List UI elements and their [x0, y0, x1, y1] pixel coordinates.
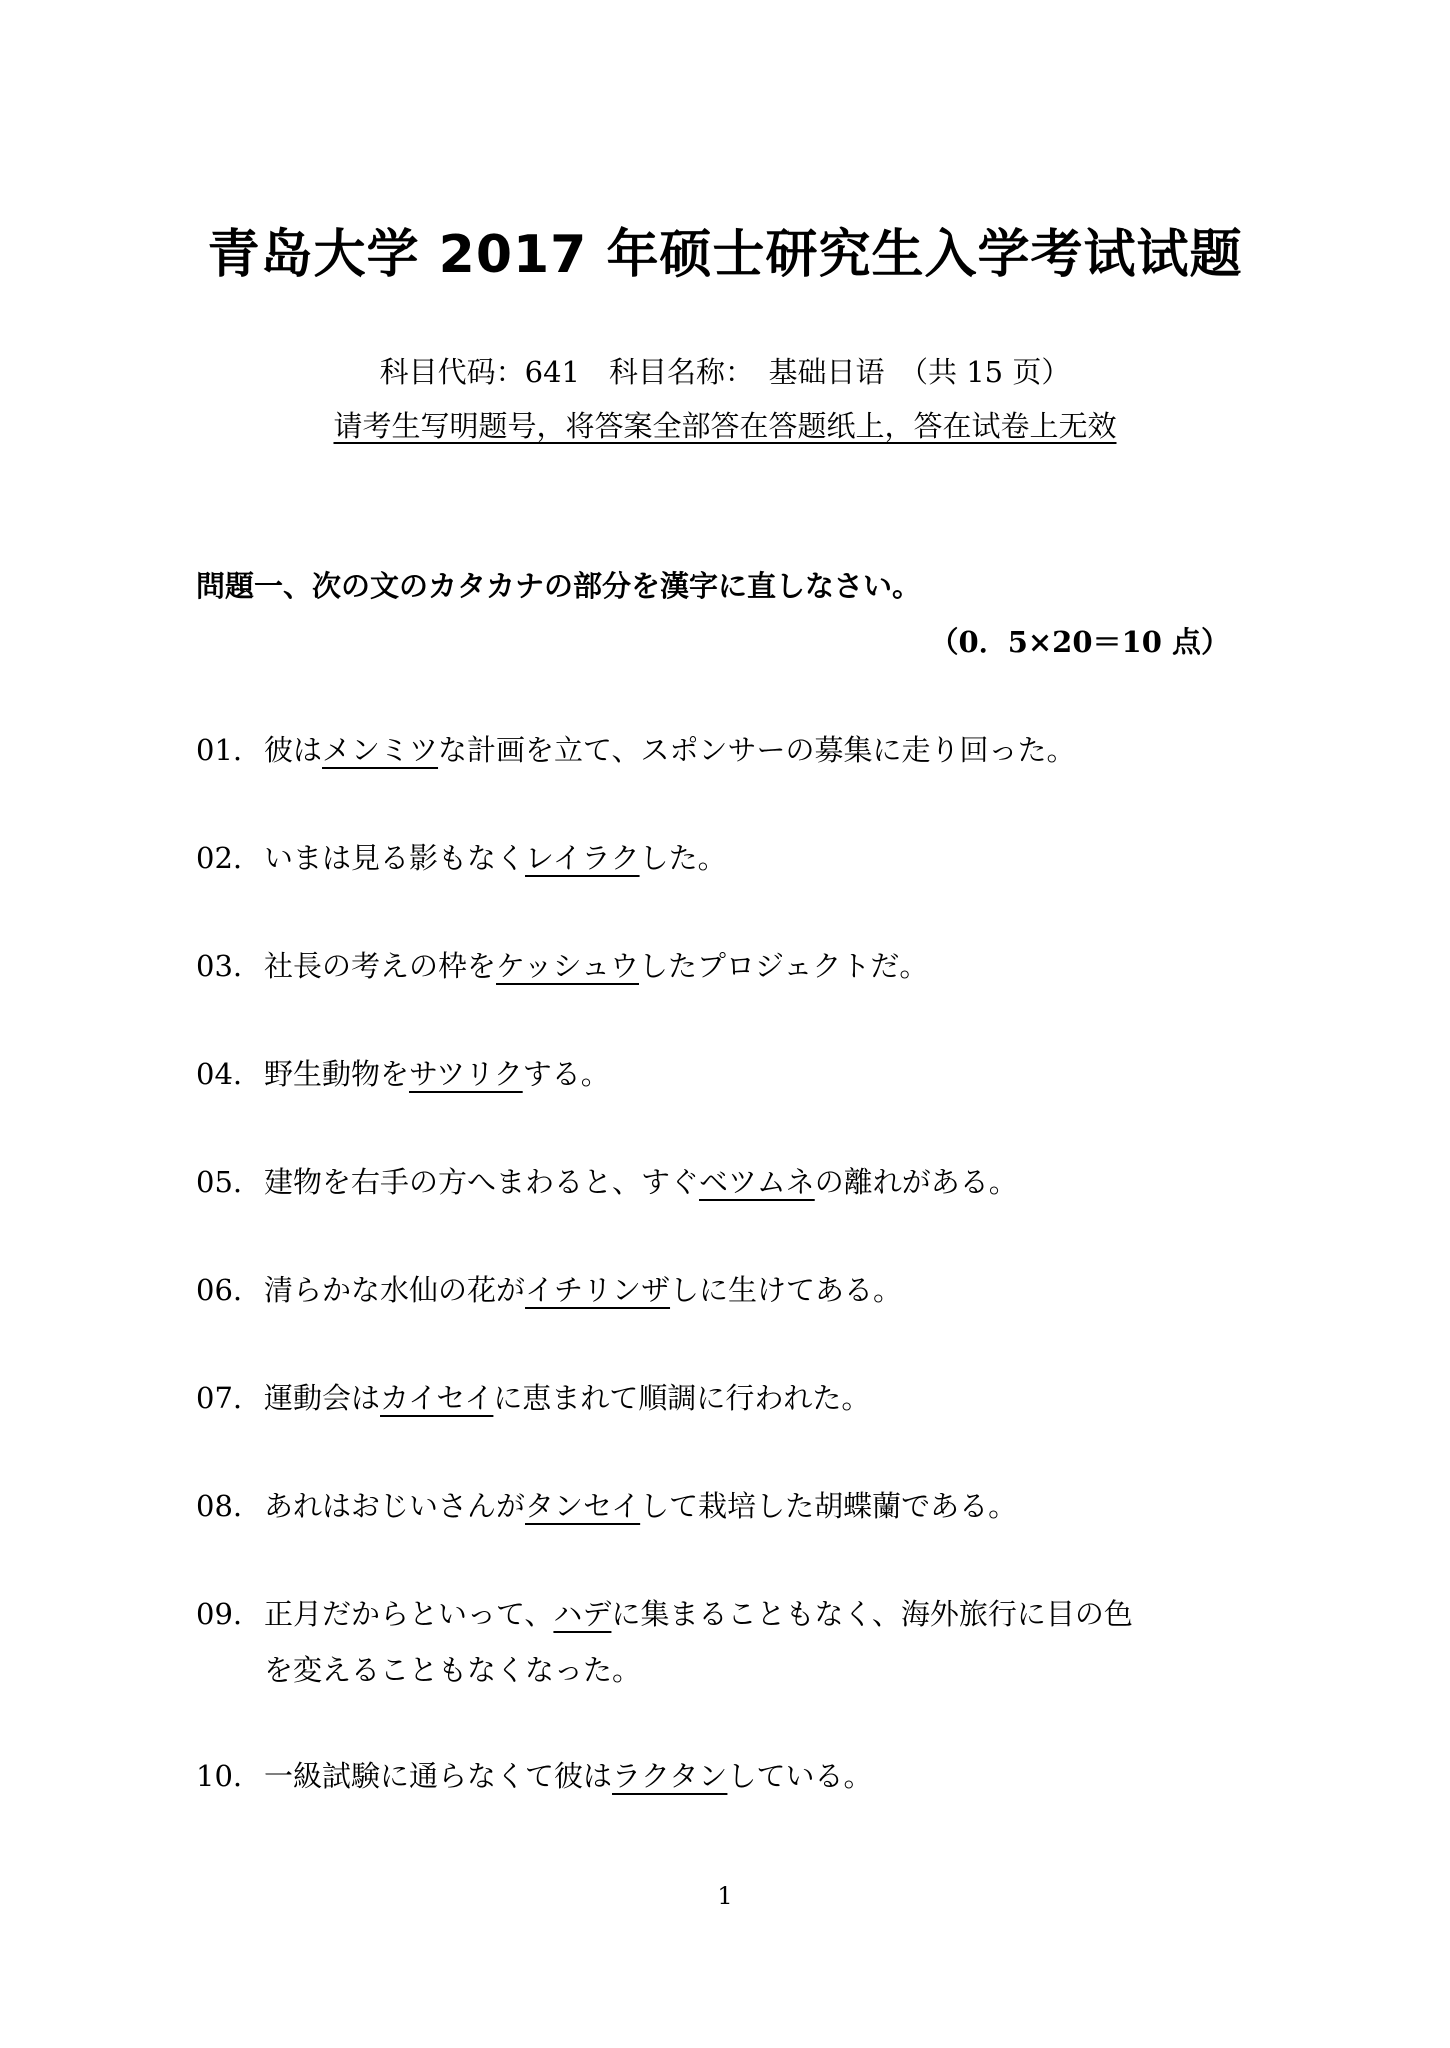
katakana-target: ラクタン [612, 1759, 728, 1793]
question-text-before: 正月だからといって、 [264, 1597, 554, 1631]
question-number: 06. [196, 1273, 243, 1307]
katakana-target: レイラク [525, 841, 640, 875]
katakana-target: イチリンザ [525, 1273, 671, 1307]
question-text-after: したプロジェクトだ。 [639, 949, 929, 983]
question-text-before: 彼は [264, 733, 323, 767]
section-heading: 問題一、次の文のカタカナの部分を漢字に直しなさい。 [196, 569, 922, 603]
question-item [196, 1754, 872, 1795]
question-text-before: いまは見る影もなく [264, 841, 526, 875]
question-text-after: する。 [522, 1057, 610, 1091]
question-number: 09. [196, 1597, 243, 1631]
section-points: （0．5×20＝10 点） [929, 625, 1230, 659]
question-item [196, 1052, 610, 1093]
question-text-before: 社長の考えの枠を [264, 949, 497, 983]
katakana-target: ハデ [553, 1597, 612, 1631]
question-number: 04. [196, 1057, 243, 1091]
page-number: 1 [717, 1882, 733, 1910]
question-number: 03. [196, 949, 243, 983]
question-item [196, 728, 1075, 769]
question-text-after: な計画を立て、スポンサーの募集に走り回った。 [438, 733, 1076, 767]
katakana-target: ケッシュウ [496, 949, 639, 983]
question-text-after: した。 [639, 841, 727, 875]
question-number: 07. [196, 1381, 243, 1415]
question-number: 05. [196, 1165, 243, 1199]
question-item [196, 1376, 870, 1417]
katakana-target: ベツムネ [699, 1165, 815, 1199]
katakana-target: カイセイ [380, 1381, 494, 1415]
question-item [196, 1268, 902, 1309]
question-text-before: 野生動物を [264, 1057, 410, 1091]
question-text-after: に恵まれて順調に行われた。 [493, 1381, 871, 1415]
question-number: 02. [196, 841, 243, 875]
katakana-target: タンセイ [525, 1489, 641, 1523]
question-text-before: 建物を右手の方へまわると、すぐ [264, 1165, 700, 1199]
katakana-target: メンミツ [322, 733, 439, 767]
question-number: 08. [196, 1489, 243, 1523]
notice-text: 请考生写明题号，将答案全部答在答题纸上，答在试卷上无效 [333, 409, 1117, 443]
question-text-after: の離れがある。 [814, 1165, 1018, 1199]
question-text-before: 運動会は [264, 1381, 381, 1415]
question-number: 01. [196, 733, 243, 767]
question-text-after: に集まることもなく、海外旅行に目の色 [611, 1597, 1133, 1631]
question-text-before: あれはおじいさんが [264, 1489, 526, 1523]
question-item [196, 1160, 1018, 1201]
question-item [196, 1484, 1017, 1525]
question-text-before: 清らかな水仙の花が [264, 1273, 526, 1307]
question-item [196, 1592, 1133, 1633]
katakana-target: サツリク [409, 1057, 523, 1091]
question-item [196, 836, 727, 877]
exam-title: 青岛大学 2017 年硕士研究生入学考试试题 [207, 225, 1243, 285]
question-number: 10. [196, 1759, 243, 1793]
question-text-after: している。 [727, 1759, 873, 1793]
question-text-after: しに生けてある。 [670, 1273, 903, 1307]
question-continuation: を変えることもなくなった。 [264, 1653, 642, 1687]
question-text-before: 一級試験に通らなくて彼は [264, 1759, 613, 1793]
exam-notice [0, 404, 1450, 445]
question-text-after: して栽培した胡蝶蘭である。 [640, 1489, 1018, 1523]
subject-line: 科目代码：641 科目名称： 基础日语 （共 15 页） [379, 355, 1071, 389]
question-item [196, 944, 928, 985]
